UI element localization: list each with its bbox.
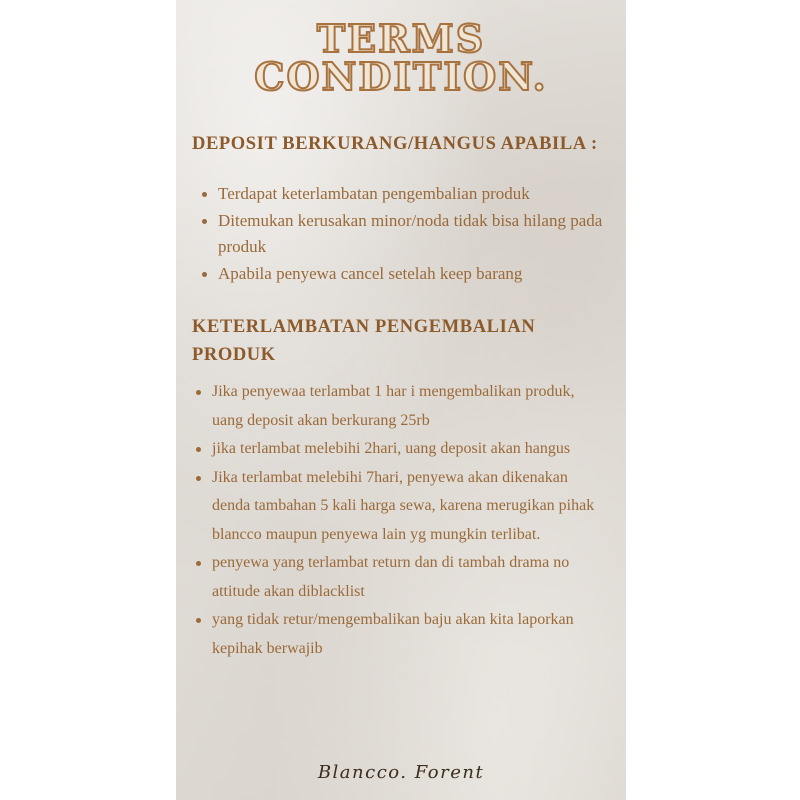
list-item: yang tidak retur/mengembalikan baju akan kita laporkan kepihak berwajib (196, 606, 596, 663)
section1-heading: DEPOSIT BERKURANG/HANGUS APABILA : (192, 134, 598, 154)
list-item: Ditemukan kerusakan minor/noda tidak bisa hilang pada produk (202, 208, 622, 261)
list-item: Apabila penyewa cancel setelah keep barang (202, 261, 622, 288)
title-line-1: TERMS (316, 16, 486, 61)
title-line-2: CONDITION. (254, 54, 548, 99)
list-item: Jika penyewaa terlambat 1 har i mengembalikan produk, uang deposit akan berkurang 25rb (196, 378, 596, 435)
terms-card (176, 0, 626, 800)
list-item: penyewa yang terlambat return dan di tambah drama no attitude akan diblacklist (196, 549, 596, 606)
section2-heading: KETERLAMBATAN PENGEMBALIAN PRODUK (192, 317, 536, 365)
list-item: Jika terlambat melebihi 7hari, penyewa akan dikenakan denda tambahan 5 kali harga sewa, karena merugikan pihak blancco maupun penyewa lain yg mungkin terlibat. (196, 464, 596, 550)
list-item: Terdapat keterlambatan pengembalian produk (202, 181, 622, 208)
section1-list (202, 181, 622, 287)
list-item: jika terlambat melebihi 2hari, uang deposit akan hangus (196, 435, 596, 464)
brand-signature: Blancco. Forent (317, 762, 485, 783)
section2-list (196, 378, 596, 663)
